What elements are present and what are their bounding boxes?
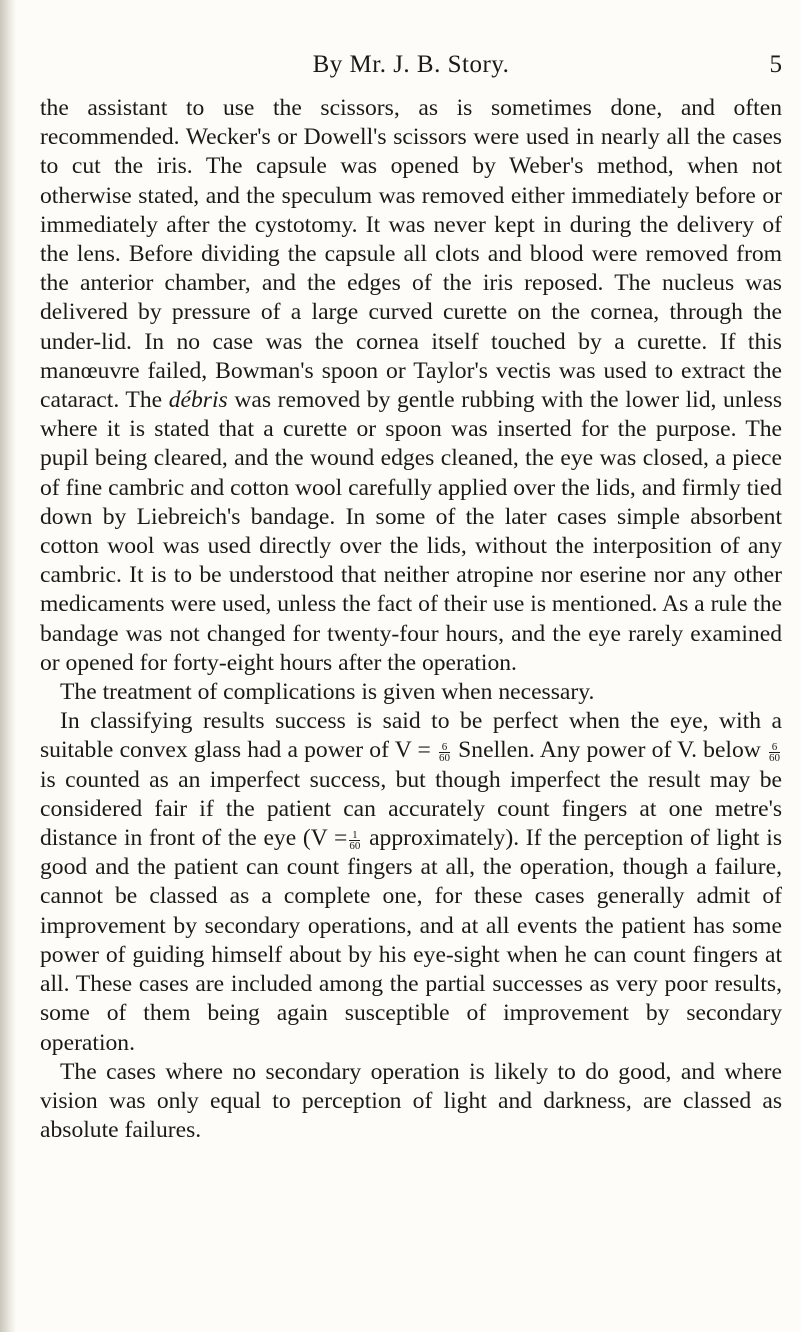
fraction-denominator: 60 xyxy=(438,752,450,765)
page-header xyxy=(40,48,782,82)
body-text xyxy=(40,94,782,1145)
paragraph-text: approximately). If the perception of light is good and the patient can count fingers at all, the operation, though a failure, cannot be classed as a complete one, for these cases generally admit of improvement by secondary operations, and at all events the patient has some power of guiding himself about by his eye-sight when he can count fingers at all. These cases are included among the partial successes as very poor results, some of them being again susceptible of improvement by secondary operation. xyxy=(40,825,782,1056)
paragraph-text: Snellen. Any power of V. below xyxy=(458,737,761,764)
page-number: 5 xyxy=(769,51,782,78)
paragraph-complications xyxy=(40,678,782,707)
fraction-numerator: 6 xyxy=(439,742,450,753)
fraction-numerator: 1 xyxy=(349,830,360,841)
paragraph-classifying-results xyxy=(40,707,782,1057)
paragraph-text-continued: was removed by gentle rubbing with the lower lid, unless where it is stated that a curette or spoon was inserted for the purpose. The pupil being cleared, and the wound edges cleaned, the eye was closed, a piece of fine cambric and cotton wool carefully applied over the lids, and firmly tied down by Liebreich's bandage. In some of the later cases simple absorbent cotton wool was used directly over the lids, without the interposition of any cambric. It is to be understood that neither atropine nor eserine nor any other medicaments were used, unless the fact of their use is mentioned. As a rule the bandage was not changed for twenty-four hours, and the eye rarely examined or opened for forty-eight hours after the operation. xyxy=(40,387,783,676)
paragraph-text: The treatment of complications is given when necessary. xyxy=(60,679,595,706)
paragraph-text: is counted as an imperfect success, but though imperfect the result may be considered fair if the patient can accurately count fingers at one metre's distance in front of the eye (V = xyxy=(40,766,782,852)
fraction xyxy=(439,742,450,763)
paragraph-absolute-failures xyxy=(40,1058,782,1146)
italic-word: débris xyxy=(168,387,228,414)
paragraph-text: In classifying results success is said to be perfect when the eye, with a suitable convex glass had a power of V = xyxy=(40,708,782,764)
fraction-denominator: 60 xyxy=(769,752,780,765)
fraction xyxy=(769,742,780,763)
binding-shadow xyxy=(0,0,16,1332)
fraction-numerator: 6 xyxy=(769,742,780,753)
paragraph-operation-method xyxy=(40,94,782,678)
paragraph-text: The cases where no secondary operation is likely to do good, and where vision was only equal to perception of light and darkness, are classed as absolute failures. xyxy=(40,1058,782,1144)
fraction-denominator: 60 xyxy=(349,840,361,853)
fraction xyxy=(349,830,360,851)
running-head: By Mr. J. B. Story. xyxy=(312,51,510,78)
paragraph-text: the assistant to use the scissors, as is sometimes done, and often recommended. Wecker's or Dowell's scissors were used in nearly all the cases to cut the iris. The capsule was opened by Weber's method, when not otherwise stated, and the speculum was removed either immediately before or immediately after the cystotomy. It was never kept in during the delivery of the lens. Before dividing the capsule all clots and blood were removed from the anterior chamber, and the edges of the iris reposed. The nucleus was delivered by pressure of a large curved curette on the cornea, through the under-lid. In no case was the cornea itself touched by a curette. If this manœuvre failed, Bowman's spoon or Taylor's vectis was used to extract the cataract. The xyxy=(40,95,782,414)
